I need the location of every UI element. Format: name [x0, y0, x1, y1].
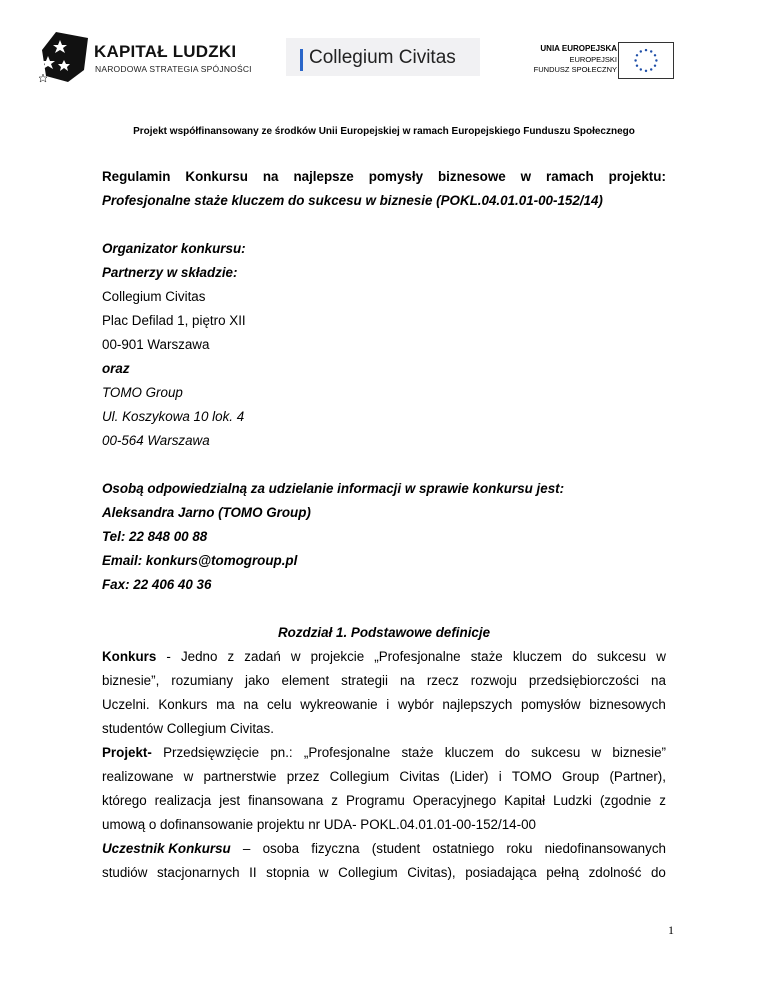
partner-2-address-1: Ul. Koszykowa 10 lok. 4 [102, 409, 245, 424]
word: jako [245, 673, 270, 688]
chapter-heading: Rozdział 1. Podstawowe definicje [277, 625, 491, 640]
word: (Partner), [609, 769, 666, 784]
eu-flag-icon [618, 42, 674, 79]
eu-star-icon [654, 64, 656, 66]
word: realizowane [102, 769, 174, 784]
word: do [505, 745, 520, 760]
word: najlepsze [293, 169, 354, 184]
eu-star-icon [645, 70, 647, 72]
word: w [290, 649, 301, 664]
collegium-civitas-logo [286, 38, 480, 76]
word: na [262, 169, 279, 184]
word: stacjonarnych [156, 865, 240, 880]
word: na [399, 673, 415, 688]
projekt-line-1 [102, 741, 666, 765]
word: Operacyjnego [412, 793, 497, 808]
word: i [386, 697, 390, 712]
partner-2-name: TOMO Group [102, 385, 183, 400]
word: i [498, 769, 502, 784]
kapital-ludzki-logo [32, 30, 262, 90]
eu-star-icon [636, 54, 638, 56]
word: stopnia [266, 865, 310, 880]
word: fizyczna [311, 841, 360, 856]
word: rozumiany [171, 673, 234, 688]
word: na [651, 673, 666, 688]
word: „Profesjonalne [374, 649, 461, 664]
konkurs-term: Konkurs [102, 649, 157, 664]
word: w [591, 745, 602, 760]
eu-line-3: FUNDUSZ SPOŁECZNY [533, 65, 617, 74]
word: Programu [346, 793, 405, 808]
uczestnik-term: Uczestnik Konkursu [102, 841, 231, 856]
eu-star-icon [655, 59, 657, 61]
contact-email: Email: konkurs@tomogroup.pl [102, 553, 298, 568]
word: z [659, 793, 666, 808]
contact-label: Osobą odpowiedzialną za udzielanie informacji w sprawie konkursu jest: [102, 481, 565, 496]
partner-1-address-2: 00-901 Warszawa [102, 337, 210, 352]
kapital-ludzki-emblem-icon [38, 30, 90, 84]
regulation-title [102, 165, 666, 189]
word: (Lider) [449, 769, 489, 784]
header-logos [0, 30, 768, 90]
word: Group [562, 769, 600, 784]
word: biznesie” [612, 745, 666, 760]
uczestnik-line-2 [102, 861, 666, 885]
page-number: 1 [668, 923, 674, 937]
word: Jedno [180, 649, 218, 664]
word: staże [470, 649, 503, 664]
word: wykreowanie [300, 697, 378, 712]
word: „Profesjonalne [303, 745, 391, 760]
word: w [520, 169, 532, 184]
eu-star-icon [640, 50, 642, 52]
word: pn.: [270, 745, 293, 760]
word: pełną [546, 865, 579, 880]
eu-star-icon [650, 50, 652, 52]
cofunding-note: Projekt współfinansowany ze środków Unii Europejskiej w ramach Europejskiego Funduszu Społecznego [133, 126, 635, 137]
eu-line-1: UNIA EUROPEJSKA [540, 44, 617, 53]
word: - [166, 649, 171, 664]
word: Ludzki [553, 793, 592, 808]
word: biznesowych [589, 697, 666, 712]
projekt-term: Projekt- [102, 745, 152, 760]
word: rozwoju [470, 673, 517, 688]
projekt-line-4: umową o dofinansowanie projektu nr UDA- POKL.04.01.01-00-152/14-00 [102, 817, 536, 832]
kapital-ludzki-subtitle: NARODOWA STRATEGIA SPÓJNOŚCI [95, 64, 252, 74]
word: Przedsięwzięcie [163, 745, 260, 760]
word: Konkurs [158, 697, 208, 712]
eu-star-icon [640, 68, 642, 70]
word: jest [219, 793, 241, 808]
word: niedofinansowanych [544, 841, 666, 856]
word: kluczem [444, 745, 494, 760]
word: staże [401, 745, 434, 760]
word: przez [286, 769, 320, 784]
word: wybór [397, 697, 434, 712]
word: w [183, 769, 194, 784]
word: element [281, 673, 330, 688]
word: zadań [244, 649, 281, 664]
word: realizacja [154, 793, 212, 808]
word: sukcesu [531, 745, 581, 760]
word: roku [506, 841, 533, 856]
word: w [318, 865, 329, 880]
word: do [572, 649, 587, 664]
projekt-line-2 [102, 765, 666, 789]
word: (zgodnie [599, 793, 652, 808]
word: z [331, 793, 338, 808]
kapital-ludzki-title: KAPITAŁ LUDZKI [94, 42, 237, 61]
eu-star-icon [634, 59, 636, 61]
word: osoba [262, 841, 300, 856]
projekt-line-3 [102, 789, 666, 813]
konkurs-line-2 [102, 669, 666, 693]
word: partnerstwie [203, 769, 277, 784]
collegium-civitas-name: Collegium Civitas [309, 47, 456, 68]
word: (student [371, 841, 421, 856]
word: strategii [341, 673, 389, 688]
word: z [227, 649, 235, 664]
contact-tel: Tel: 22 848 00 88 [102, 529, 208, 544]
word: Uczelni. [102, 697, 150, 712]
word: Kapitał [504, 793, 546, 808]
partners-label: Partnerzy w składzie: [102, 265, 238, 280]
eu-line-2: EUROPEJSKI [569, 55, 617, 64]
eu-star-icon [645, 49, 647, 51]
word: sukcesu [597, 649, 647, 664]
eu-star-icon [654, 54, 656, 56]
word: w [656, 649, 666, 664]
word: pomysły [368, 169, 424, 184]
eu-star-icon [650, 68, 652, 70]
word: studiów [102, 865, 148, 880]
collegium-civitas-mark-icon [300, 49, 303, 71]
konkurs-line-4: studentów Collegium Civitas. [102, 721, 274, 736]
uczestnik-line-1 [102, 837, 666, 861]
word: ma [216, 697, 235, 712]
word: Regulamin [102, 169, 171, 184]
project-subtitle: Profesjonalne staże kluczem do sukcesu w biznesie (POKL.04.01.01-00-152/14) [102, 193, 603, 208]
word: biznesowe [437, 169, 506, 184]
word: Civitas [399, 769, 440, 784]
word: Konkursu [185, 169, 248, 184]
document-body [102, 165, 666, 885]
word: projekcie [310, 649, 365, 664]
word: ramach [546, 169, 594, 184]
partner-2-address-2: 00-564 Warszawa [102, 433, 210, 448]
organizer-label: Organizator konkursu: [102, 241, 246, 256]
eu-star-icon [636, 64, 638, 66]
word: przedsiębiorczości [528, 673, 640, 688]
word: Civitas), [407, 865, 456, 880]
konkurs-line-1 [102, 645, 666, 669]
partner-1-name: Collegium Civitas [102, 289, 206, 304]
word: Collegium [329, 769, 390, 784]
word: którego [102, 793, 147, 808]
word: kluczem [512, 649, 562, 664]
word: pomysłów [521, 697, 581, 712]
word: TOMO [511, 769, 552, 784]
word: II [249, 865, 257, 880]
word: ostatniego [432, 841, 495, 856]
konkurs-line-3 [102, 693, 666, 717]
word: posiadająca [465, 865, 537, 880]
word: do [650, 865, 666, 880]
word: Collegium [338, 865, 398, 880]
contact-fax: Fax: 22 406 40 36 [102, 577, 212, 592]
and-connector: oraz [102, 361, 130, 376]
contact-person: Aleksandra Jarno (TOMO Group) [102, 505, 311, 520]
partner-1-address-1: Plac Defilad 1, piętro XII [102, 313, 246, 328]
word: zdolność [588, 865, 642, 880]
word: celu [266, 697, 292, 712]
word: rzecz [426, 673, 459, 688]
word: finansowana [248, 793, 324, 808]
word: najlepszych [442, 697, 513, 712]
word: na [243, 697, 259, 712]
eu-logo [520, 40, 680, 80]
word: – [242, 841, 251, 856]
word: biznesie”, [102, 673, 160, 688]
word: projektu: [608, 169, 666, 184]
